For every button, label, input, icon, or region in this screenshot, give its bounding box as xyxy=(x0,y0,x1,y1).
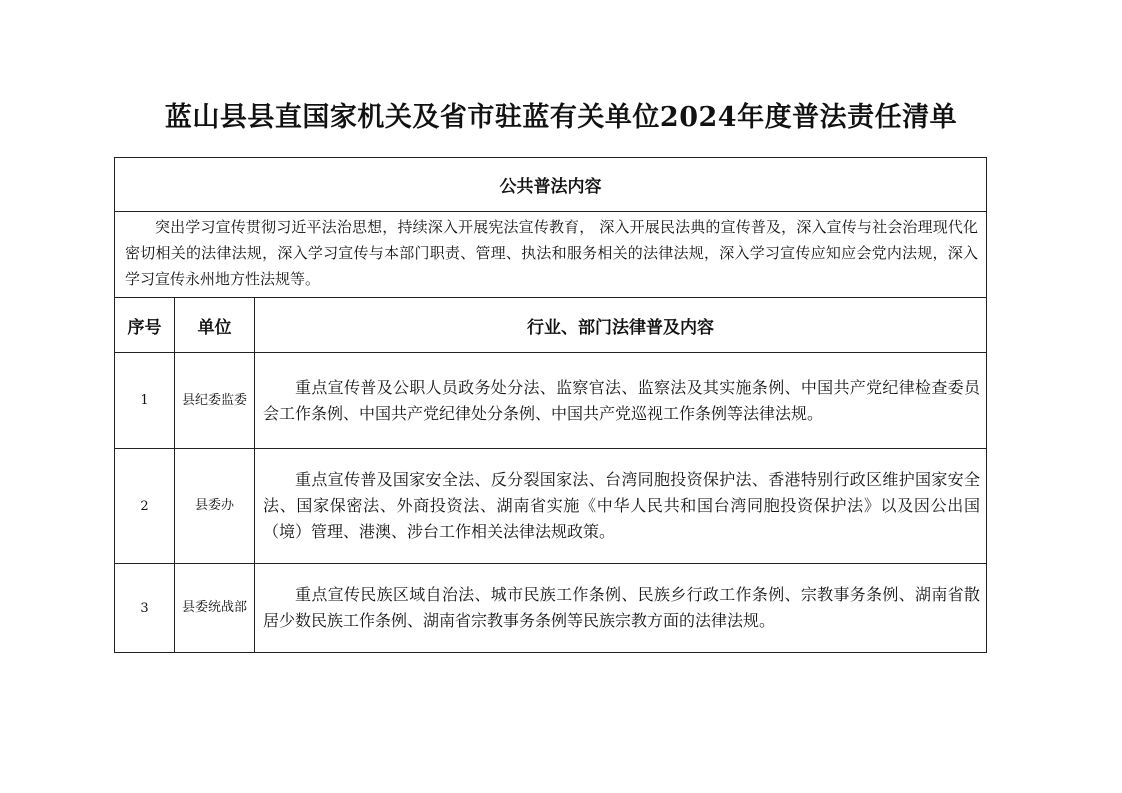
header-content: 行业、部门法律普及内容 xyxy=(255,298,987,353)
row-content: 重点宣传普及国家安全法、反分裂国家法、台湾同胞投资保护法、香港特别行政区维护国家安全法、国家保密法、外商投资法、湖南省实施《中华人民共和国台湾同胞投资保护法》以及因公出国（境）管理、港澳、涉台工作相关法律法规政策。 xyxy=(255,449,987,564)
row-unit: 县委办 xyxy=(175,449,255,564)
row-unit: 县纪委监委 xyxy=(175,353,255,449)
table-row xyxy=(115,449,987,564)
table-row xyxy=(115,564,987,653)
law-responsibility-table xyxy=(114,157,987,653)
row-number: 1 xyxy=(115,353,175,449)
row-content: 重点宣传普及公职人员政务处分法、监察官法、监察法及其实施条例、中国共产党纪律检查委员会工作条例、中国共产党纪律处分条例、中国共产党巡视工作条例等法律法规。 xyxy=(255,353,987,449)
document-title: 蓝山县县直国家机关及省市驻蓝有关单位2024年度普法责任清单 xyxy=(164,102,958,133)
table-row xyxy=(115,353,987,449)
public-content-text: 突出学习宣传贯彻习近平法治思想，持续深入开展宪法宣传教育， 深入开展民法典的宣传普及，深入宣传与社会治理现代化密切相关的法律法规，深入学习宣传与本部门职责、管理、执法和服务相关的法律法规，深入学习宣传应知应会党内法规，深入学习宣传永州地方性法规等。 xyxy=(115,212,987,298)
header-unit: 单位 xyxy=(175,298,255,353)
public-text-row xyxy=(115,212,987,298)
public-content-heading: 公共普法内容 xyxy=(115,158,987,212)
table-header-row xyxy=(115,298,987,353)
row-unit: 县委统战部 xyxy=(175,564,255,653)
row-content: 重点宣传民族区域自治法、城市民族工作条例、民族乡行政工作条例、宗教事务条例、湖南省散居少数民族工作条例、湖南省宗教事务条例等民族宗教方面的法律法规。 xyxy=(255,564,987,653)
public-heading-row xyxy=(115,158,987,212)
row-number: 3 xyxy=(115,564,175,653)
row-number: 2 xyxy=(115,449,175,564)
header-no: 序号 xyxy=(115,298,175,353)
